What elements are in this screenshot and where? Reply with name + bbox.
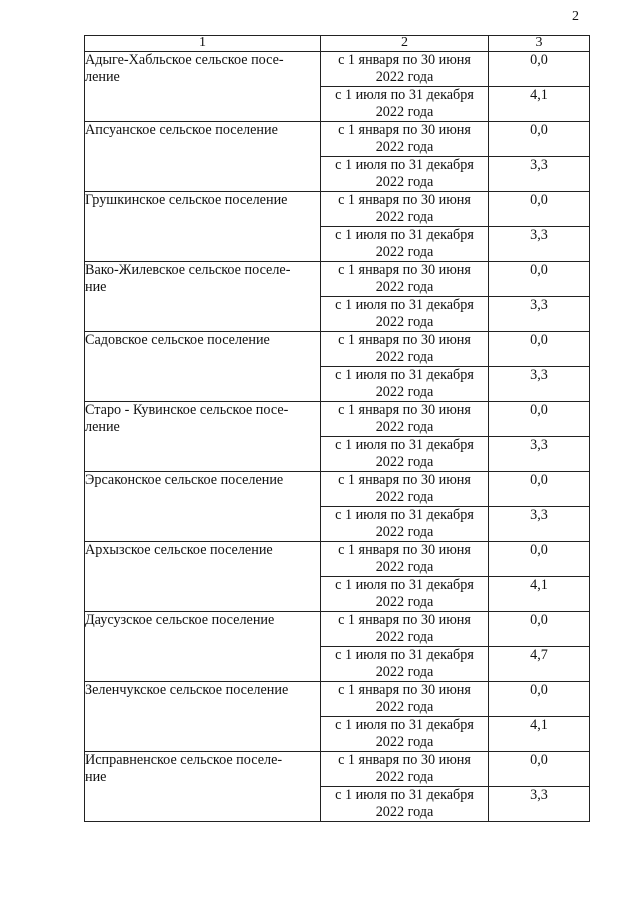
period-cell: с 1 июля по 31 декабря 2022 года [321,647,489,682]
rate-value: 0,0 [489,612,590,647]
settlement-name: Архызское сельское поселение [85,542,321,612]
table-row [85,192,590,227]
rates-table [84,35,590,822]
period-cell: с 1 января по 30 июня 2022 года [321,472,489,507]
rate-value: 0,0 [489,402,590,437]
table-row [85,682,590,717]
period-cell: с 1 января по 30 июня 2022 года [321,752,489,787]
table-row [85,612,590,647]
column-header-1: 1 [85,36,321,52]
table-row [85,402,590,437]
period-cell: с 1 января по 30 июня 2022 года [321,122,489,157]
rate-value: 0,0 [489,192,590,227]
table-row [85,52,590,87]
rate-value: 4,1 [489,717,590,752]
rate-value: 0,0 [489,542,590,577]
settlement-name: Адыге-Хабльское сельское посе- ление [85,52,321,122]
period-cell: с 1 января по 30 июня 2022 года [321,192,489,227]
settlement-name: Даусузское сельское поселение [85,612,321,682]
rate-value: 3,3 [489,227,590,262]
period-cell: с 1 июля по 31 декабря 2022 года [321,227,489,262]
rate-value: 4,1 [489,87,590,122]
period-cell: с 1 июля по 31 декабря 2022 года [321,367,489,402]
page-number: 2 [572,9,579,24]
period-cell: с 1 января по 30 июня 2022 года [321,612,489,647]
period-cell: с 1 июля по 31 декабря 2022 года [321,437,489,472]
period-cell: с 1 января по 30 июня 2022 года [321,332,489,367]
period-cell: с 1 июля по 31 декабря 2022 года [321,507,489,542]
rate-value: 4,1 [489,577,590,612]
rate-value: 0,0 [489,52,590,87]
rate-value: 4,7 [489,647,590,682]
settlement-name: Апсуанское сельское поселение [85,122,321,192]
period-cell: с 1 июля по 31 декабря 2022 года [321,577,489,612]
settlement-name: Грушкинское сельское поселение [85,192,321,262]
period-cell: с 1 января по 30 июня 2022 года [321,262,489,297]
table-row [85,542,590,577]
period-cell: с 1 января по 30 июня 2022 года [321,402,489,437]
rate-value: 0,0 [489,262,590,297]
rate-value: 3,3 [489,787,590,822]
table-row [85,472,590,507]
settlement-name: Вако-Жилевское сельское поселе- ние [85,262,321,332]
settlement-name: Старо - Кувинское сельское посе- ление [85,402,321,472]
settlement-name: Зеленчукское сельское поселение [85,682,321,752]
rate-value: 3,3 [489,297,590,332]
period-cell: с 1 января по 30 июня 2022 года [321,682,489,717]
rate-value: 3,3 [489,157,590,192]
period-cell: с 1 июля по 31 декабря 2022 года [321,297,489,332]
rate-value: 0,0 [489,682,590,717]
table-row [85,122,590,157]
rate-value: 0,0 [489,332,590,367]
rate-value: 0,0 [489,752,590,787]
period-cell: с 1 июля по 31 декабря 2022 года [321,717,489,752]
rate-value: 3,3 [489,507,590,542]
table-row [85,752,590,787]
period-cell: с 1 июля по 31 декабря 2022 года [321,87,489,122]
column-header-2: 2 [321,36,489,52]
table-header-row [85,36,590,52]
table-body [85,52,590,822]
rate-value: 0,0 [489,472,590,507]
column-header-3: 3 [489,36,590,52]
period-cell: с 1 января по 30 июня 2022 года [321,52,489,87]
settlement-name: Садовское сельское поселение [85,332,321,402]
table-row [85,262,590,297]
settlement-name: Исправненское сельское поселе- ние [85,752,321,822]
table-row [85,332,590,367]
period-cell: с 1 июля по 31 декабря 2022 года [321,787,489,822]
rate-value: 0,0 [489,122,590,157]
rate-value: 3,3 [489,437,590,472]
rate-value: 3,3 [489,367,590,402]
period-cell: с 1 июля по 31 декабря 2022 года [321,157,489,192]
settlement-name: Эрсаконское сельское поселение [85,472,321,542]
period-cell: с 1 января по 30 июня 2022 года [321,542,489,577]
